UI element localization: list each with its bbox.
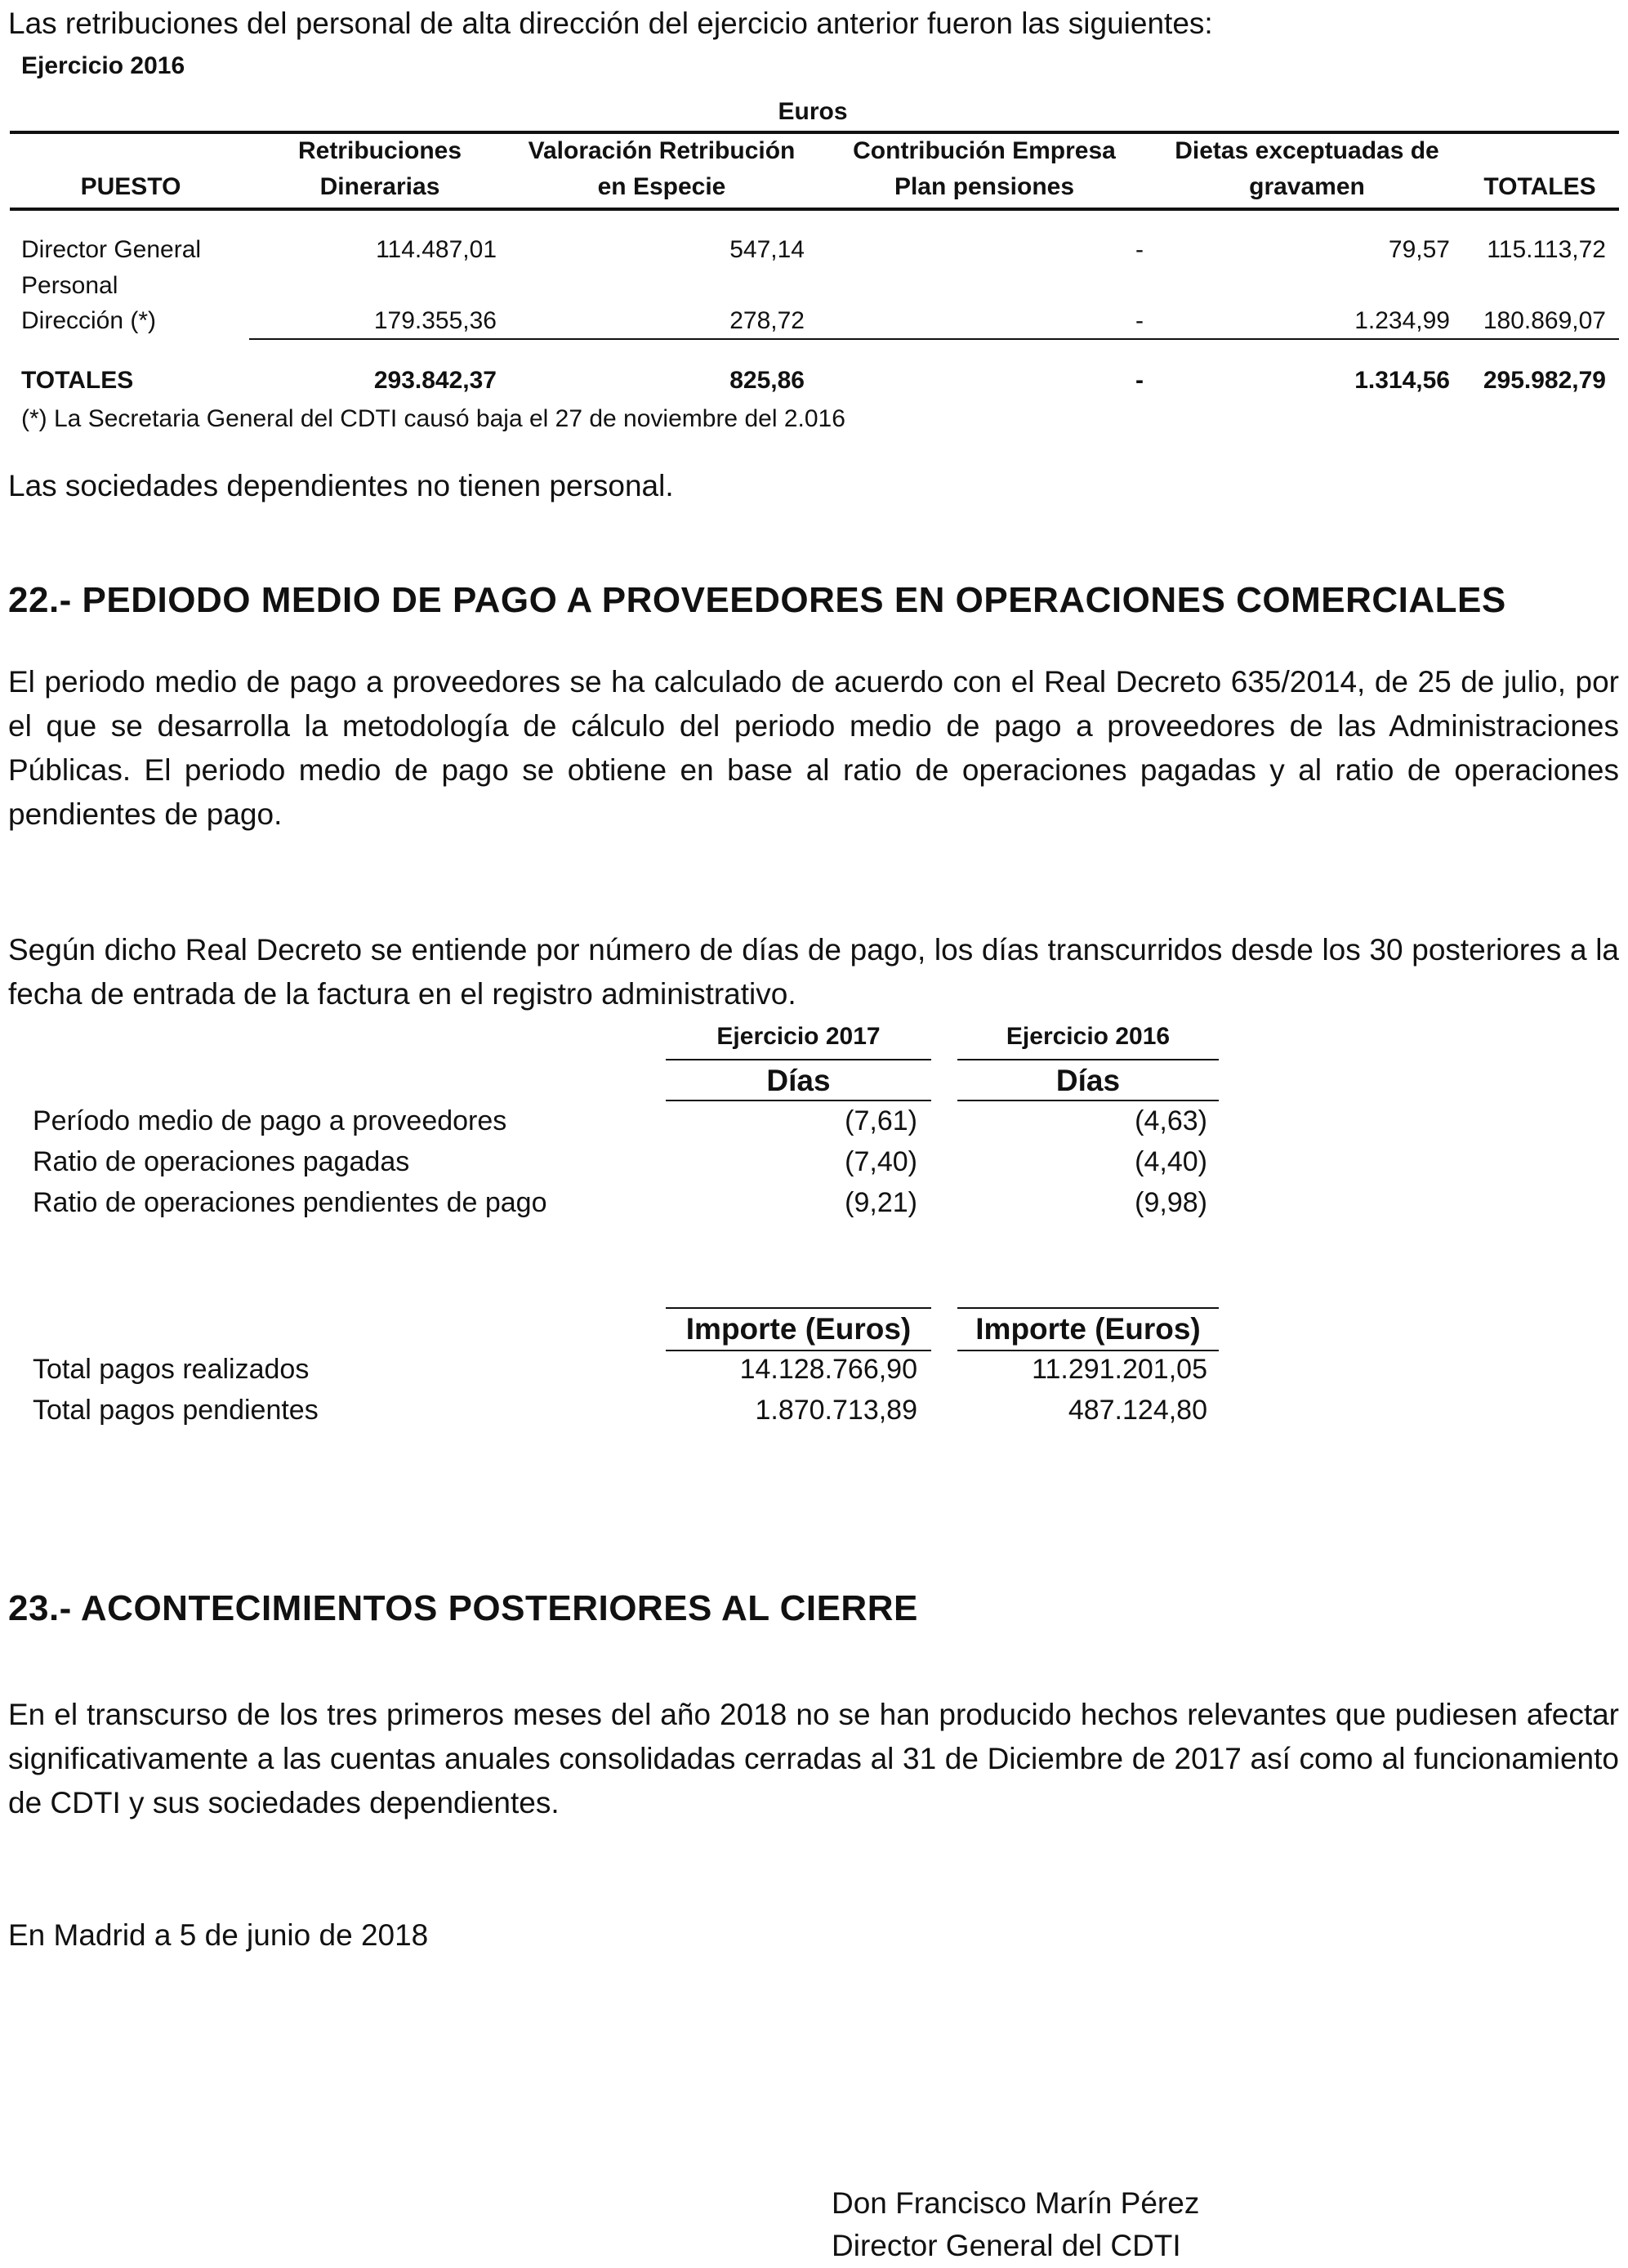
header-especie-line2: en Especie xyxy=(597,173,726,200)
signature-role: Director General del CDTI xyxy=(832,2229,1181,2262)
importe-top-rule-2017 xyxy=(666,1307,931,1309)
col-2017-header-rule xyxy=(666,1059,931,1060)
importe-top-rule-2016 xyxy=(957,1307,1219,1309)
dias-row-2016: (4,40) xyxy=(1135,1146,1207,1177)
importe-row-2016: 11.291.201,05 xyxy=(1032,1354,1207,1385)
row2-contribucion: - xyxy=(1135,307,1144,334)
dias-row-2016: (4,63) xyxy=(1135,1105,1207,1136)
row1-puesto: Director General xyxy=(21,236,202,263)
header-contribucion-line2: Plan pensiones xyxy=(894,173,1075,200)
dias-label-2016: Días xyxy=(1055,1064,1121,1097)
row1-contribucion: - xyxy=(1135,236,1144,263)
intro-text: Las retribuciones del personal de alta dirección del ejercicio anterior fueron las siguientes: xyxy=(8,7,1213,40)
importe-row-label: Total pagos pendientes xyxy=(33,1395,319,1426)
table-currency-label: Euros xyxy=(778,98,848,125)
header-contribucion-line1: Contribución Empresa xyxy=(853,137,1116,164)
importe-row-2016: 487.124,80 xyxy=(1068,1395,1207,1426)
header-dietas-line1: Dietas exceptuadas de xyxy=(1175,137,1439,164)
row2-retribuciones: 179.355,36 xyxy=(373,307,497,334)
totals-top-rule xyxy=(249,338,1619,340)
col-2016-header-rule xyxy=(957,1059,1219,1060)
signature-name: Don Francisco Marín Pérez xyxy=(832,2186,1200,2220)
header-dietas-line2: gravamen xyxy=(1249,173,1365,200)
dias-row-2017: (7,61) xyxy=(845,1105,917,1136)
importe-row-2017: 14.128.766,90 xyxy=(739,1354,917,1385)
section23-title: 23.- ACONTECIMIENTOS POSTERIORES AL CIERRE xyxy=(8,1588,918,1628)
dias-row-2017: (9,21) xyxy=(845,1187,917,1218)
row2-puesto-line2: Dirección (*) xyxy=(21,307,157,334)
totals-especie: 825,86 xyxy=(729,367,805,394)
table-top-rule xyxy=(10,131,1619,134)
header-retribuciones-line1: Retribuciones xyxy=(297,137,462,164)
totals-total: 295.982,79 xyxy=(1483,367,1606,394)
totals-retribuciones: 293.842,37 xyxy=(373,367,497,394)
section23-paragraph: En el transcurso de los tres primeros meses del año 2018 no se han producido hechos relevantes que pudiesen afectar significativamente a las cuentas anuales consolidadas cerradas al 31 de Diciembre de 2017 así como al funcionamiento de CDTI y sus sociedades dependientes. xyxy=(8,1698,1619,1819)
importe-rule-2016 xyxy=(957,1350,1219,1351)
dias-rule-2016 xyxy=(957,1100,1219,1101)
row2-especie: 278,72 xyxy=(729,307,805,334)
section22-paragraph1: El periodo medio de pago a proveedores se ha calculado de acuerdo con el Real Decreto 635/2014, de 25 de julio, por el que se desarrolla la metodología de cálculo del periodo medio de pago a proveedores de las Administraciones Públicas. El periodo medio de pago se obtiene en base al ratio de operaciones pagadas y al ratio de operaciones pendientes de pago. xyxy=(8,665,1619,831)
row2-total: 180.869,07 xyxy=(1483,307,1606,334)
importe-row-2017: 1.870.713,89 xyxy=(755,1395,917,1426)
importe-rule-2017 xyxy=(666,1350,931,1351)
dias-row-2016: (9,98) xyxy=(1135,1187,1207,1218)
row1-dietas: 79,57 xyxy=(1388,236,1450,263)
header-totales: TOTALES xyxy=(1483,173,1596,200)
row1-retribuciones: 114.487,01 xyxy=(376,236,497,263)
dias-row-label: Ratio de operaciones pagadas xyxy=(33,1146,410,1177)
totals-dietas: 1.314,56 xyxy=(1354,367,1450,394)
section22-title: 22.- PEDIODO MEDIO DE PAGO A PROVEEDORES EN OPERACIONES COMERCIALES xyxy=(8,580,1506,620)
dias-label-2017: Días xyxy=(766,1064,831,1097)
dias-rule-2017 xyxy=(666,1100,931,1101)
importe-label-2017: Importe (Euros) xyxy=(685,1312,912,1346)
table-year-label: Ejercicio 2016 xyxy=(21,52,185,79)
table-footnote: (*) La Secretaria General del CDTI causó baja el 27 de noviembre del 2.016 xyxy=(21,405,845,432)
row1-especie: 547,14 xyxy=(729,236,805,263)
dias-row-label: Ratio de operaciones pendientes de pago xyxy=(33,1187,547,1218)
header-puesto: PUESTO xyxy=(80,173,181,200)
col-2016-header: Ejercicio 2016 xyxy=(1006,1023,1171,1050)
section22-paragraph2: Según dicho Real Decreto se entiende por número de días de pago, los días transcurridos desde los 30 posteriores a la fecha de entrada de la factura en el registro administrativo. xyxy=(8,933,1619,1011)
totals-label: TOTALES xyxy=(21,367,134,394)
row1-total: 115.113,72 xyxy=(1487,236,1606,263)
totals-contribucion: - xyxy=(1135,367,1144,394)
header-bottom-rule xyxy=(10,208,1619,211)
header-retribuciones-line2: Dinerarias xyxy=(319,173,440,200)
col-2017-header: Ejercicio 2017 xyxy=(716,1023,881,1050)
no-staff-text: Las sociedades dependientes no tienen personal. xyxy=(8,469,674,502)
header-especie-line1: Valoración Retribución xyxy=(528,137,796,164)
place-date: En Madrid a 5 de junio de 2018 xyxy=(8,1918,429,1952)
dias-row-label: Período medio de pago a proveedores xyxy=(33,1105,507,1136)
row2-puesto-line1: Personal xyxy=(21,272,118,299)
importe-label-2016: Importe (Euros) xyxy=(975,1312,1201,1346)
dias-row-2017: (7,40) xyxy=(845,1146,917,1177)
importe-row-label: Total pagos realizados xyxy=(33,1354,310,1385)
row2-dietas: 1.234,99 xyxy=(1354,307,1450,334)
